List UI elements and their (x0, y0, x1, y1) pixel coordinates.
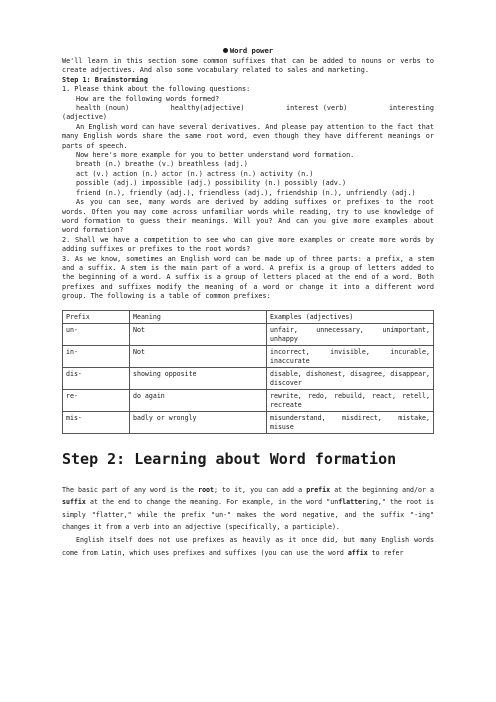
table-cell: Not (130, 323, 267, 345)
table-cell: re- (63, 389, 130, 411)
step2-body (62, 484, 434, 560)
table-cell: unfair, unnecessary, unimportant, unhappy (267, 323, 434, 345)
bullet-icon (223, 48, 228, 53)
question-1: 1. Please think about the following questions: (62, 85, 251, 94)
prefix-table (62, 310, 434, 434)
step2-paragraph-2: English itself does not use prefixes as heavily as it once did, but many English words come from Latin, which uses prefixes and suffixes (you can use the word affix to refer (62, 535, 434, 557)
intro-paragraph: We'll learn in this section some common suffixes that can be added to nouns or verbs to create adjectives. And also some vocabulary related to sales and marketing. (62, 57, 434, 75)
question-1-sub: How are the following words formed? (76, 94, 220, 103)
table-cell: showing opposite (130, 367, 267, 389)
table-cell: un- (63, 323, 130, 345)
example-2: act (v.) action (n.) actor (n.) actress (n.) activity (n.) (76, 169, 314, 178)
table-cell: incorrect, invisible, incurable, inaccurate (267, 345, 434, 367)
table-cell: do again (130, 389, 267, 411)
example-1: breath (n.) breathe (v.) breathless (adj.) (76, 160, 248, 169)
words-line: health (noun) healthy(adjective) interest (verb) interesting (76, 104, 434, 113)
table-row (63, 411, 434, 433)
table-row (63, 367, 434, 389)
table-cell: mis- (63, 411, 130, 433)
paragraph-1: An English word can have several derivatives. And please pay attention to the fact that many English words share the same root word, even though they have different meanings or parts of speech. (62, 122, 434, 150)
example-3: possible (adj.) impossible (adj.) possibility (n.) possibly (adv.) (76, 179, 347, 188)
table-header: Meaning (130, 310, 267, 323)
table-cell: dis- (63, 367, 130, 389)
paragraph-2: Now here's more example for you to better understand word formation. (76, 151, 355, 160)
words-line-2: (adjective) (62, 113, 108, 122)
example-4: friend (n.), friendly (adj.), friendless (adj.), friendship (n.), unfriendly (adj.) (76, 188, 416, 197)
table-header-row (63, 310, 434, 323)
step2-heading: Step 2: Learning about Word formation (62, 449, 397, 468)
question-2: 2. Shall we have a competition to see who can give more examples or create more words by adding suffixes or prefixes to the root words? (62, 235, 434, 254)
page-title: Word power (62, 46, 434, 55)
table-cell: misunderstand, misdirect, mistake, misuse (267, 411, 434, 433)
table-cell: badly or wrongly (130, 411, 267, 433)
table-cell: in- (63, 345, 130, 367)
table-row (63, 389, 434, 411)
step1-heading: Step 1: Brainstorming (62, 75, 148, 84)
question-3: 3. As we know, sometimes an English word can be made up of three parts: a prefix, a stem and a suffix. A stem is the main part of a word. A prefix is a group of letters added to the beginning of a word. A suffix is a group of letters placed at the end of a word. Both prefixes and suffixes modify the meaning of a word or change it into a different word group. The following is a table of common prefixes: (62, 254, 434, 301)
table-header: Examples (adjectives) (267, 310, 434, 323)
table-cell: Not (130, 345, 267, 367)
table-row (63, 345, 434, 367)
paragraph-3: As you can see, many words are derived by adding suffixes or prefixes to the root words. Often you may come across unfamiliar words while reading, try to use knowledge of word formation to guess their meanings. Will you? And can you give more examples about word formation? (62, 198, 434, 235)
table-header: Prefix (63, 310, 130, 323)
table-cell: rewrite, redo, rebuild, react, retell, recreate (267, 389, 434, 411)
table-row (63, 323, 434, 345)
step2-paragraph-1: The basic part of any word is the root; to it, you can add a prefix at the beginning and/or a suffix at the end to change the meaning. For example, in the word "unflattering," the root is simply "flatter," while the prefix "un-" makes the word negative, and the suffix "-ing" changes it from a verb into an adjective (specifically, a participle). (62, 485, 435, 532)
table-cell: disable, dishonest, disagree, disappear, discover (267, 367, 434, 389)
